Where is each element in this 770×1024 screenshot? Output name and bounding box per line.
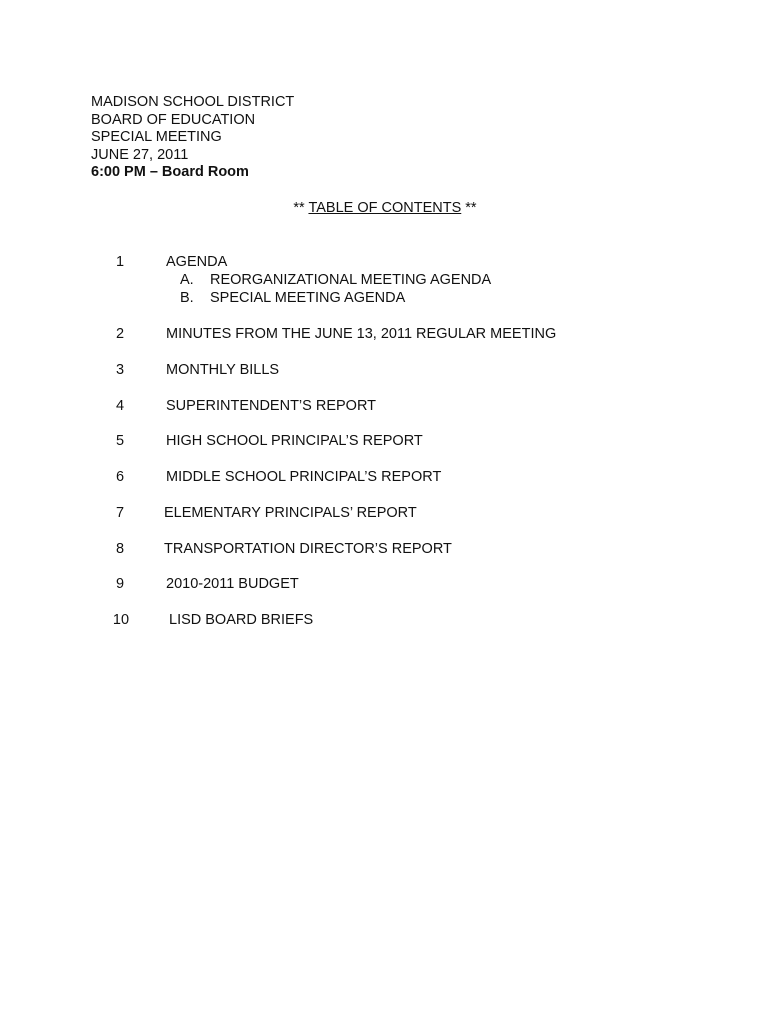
meeting-time-location: 6:00 PM – Board Room	[91, 164, 249, 180]
toc-item-number: 4	[115, 398, 125, 414]
toc-item-number: 3	[115, 362, 125, 378]
toc-item-title: HIGH SCHOOL PRINCIPAL’S REPORT	[166, 433, 423, 449]
toc-item-number: 5	[115, 433, 125, 449]
toc-item-number: 10	[112, 612, 130, 628]
toc-heading	[0, 200, 770, 218]
toc-item-title: SUPERINTENDENT’S REPORT	[166, 398, 377, 414]
toc-subitem-letter: B.	[180, 290, 194, 306]
toc-item-title: 2010-2011 BUDGET	[166, 576, 299, 592]
toc-item-number: 7	[115, 505, 125, 521]
document-header	[91, 94, 294, 182]
toc-item-title: AGENDA	[166, 254, 228, 270]
toc-item-title: ELEMENTARY PRINCIPALS’ REPORT	[164, 505, 417, 521]
toc-item-title: MIDDLE SCHOOL PRINCIPAL’S REPORT	[166, 469, 442, 485]
board-name: BOARD OF EDUCATION	[91, 111, 256, 128]
toc-item-title: TRANSPORTATION DIRECTOR’S REPORT	[164, 541, 452, 557]
toc-item-number: 2	[115, 326, 125, 342]
toc-item-number: 8	[115, 541, 125, 557]
meeting-date: JUNE 27, 2011	[91, 146, 189, 163]
toc-heading-suffix: **	[461, 200, 477, 216]
toc-item-title: MONTHLY BILLS	[166, 362, 280, 378]
toc-subitem-reorganizational	[180, 272, 491, 290]
toc-item-number: 6	[115, 469, 125, 485]
toc-subitem-text: SPECIAL MEETING AGENDA	[210, 290, 406, 306]
meeting-type: SPECIAL MEETING	[91, 129, 222, 145]
toc-heading-prefix: **	[293, 200, 309, 216]
toc-subitem-text: REORGANIZATIONAL MEETING AGENDA	[210, 272, 492, 288]
toc-item-number: 1	[115, 254, 125, 270]
district-name: MADISON SCHOOL DISTRICT	[91, 94, 295, 110]
toc-item-title: LISD BOARD BRIEFS	[169, 612, 314, 628]
toc-item-title: MINUTES FROM THE JUNE 13, 2011 REGULAR MEETING	[166, 326, 557, 342]
toc-heading-title: TABLE OF CONTENTS	[308, 200, 462, 216]
toc-subitem-special	[180, 290, 405, 308]
toc-subitem-letter: A.	[180, 272, 194, 288]
toc-item-number: 9	[115, 576, 125, 592]
